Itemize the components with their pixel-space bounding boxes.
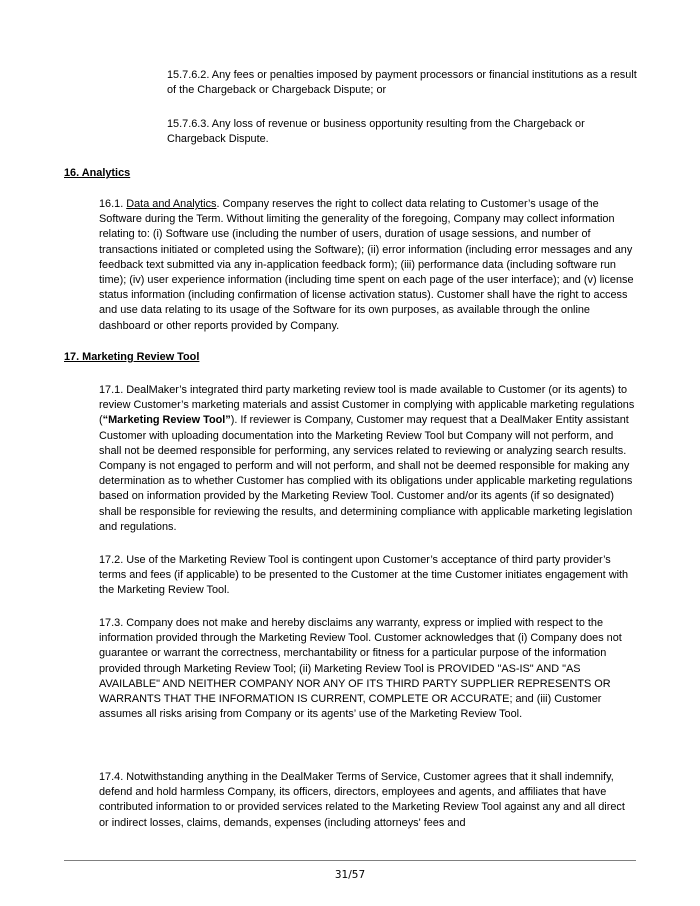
- paragraph-17-1-pre: 17.1. DealMaker’s integrated third party marketing review tool is made available to Customer (or its agents) to review Customer’s marketing materials and assist Customer in complying with applicable marketing regulations (: [99, 384, 635, 427]
- paragraph-16-1-number: 16.1.: [99, 198, 127, 210]
- footer-divider: [64, 860, 636, 861]
- heading-17-marketing-review-tool: 17. Marketing Review Tool: [64, 351, 200, 363]
- paragraph-16-1-text: . Company reserves the right to collect data relating to Customer’s usage of the Software during the Term. Without limiting the generality of the foregoing, Company may collect information relating to: (i) Software use (including the number of users, duration of usage sessions, and number of transactions initiated or completed using the Software); (ii) error information (including error messages and any feedback text submitted via any in-application feedback form); (iii) performance data (including software run time); (iv) user experience information (including time spent on each page of the user interface); and (v) license status information (including confirmation of license activation status). Customer shall have the right to access and use data relating to its usage of the Software for its own purposes, as available through the online dashboard or other reports provided by Company.: [99, 198, 634, 332]
- page-number: 31/57: [334, 869, 366, 881]
- paragraph-16-1-title: Data and Analytics: [126, 198, 217, 210]
- paragraph-17-1-defined-term: “Marketing Review Tool”: [102, 414, 231, 427]
- heading-16-analytics: 16. Analytics: [64, 167, 131, 179]
- paragraph-17-1-post: ). If reviewer is Company, Customer may request that a DealMaker Entity assistant Customer with uploading documentation into the Marketing Review Tool but Company will not perform, and shall not be deemed responsible for performing, any services related to reviewing or analyzing search results. Company is not engaged to perform and will not perform, and shall not be deemed responsible for making any determination as to whether Customer has complied with its obligations under applicable marketing regulations based on information provided by the Marketing Review Tool. Customer and/or its agents (if so designated) shall be responsible for reviewing the results, and determining compliance with applicable marketing legislation and regulations.: [99, 414, 633, 533]
- paragraph-17-1: [99, 383, 636, 535]
- paragraph-16-1: [99, 197, 636, 334]
- paragraph-17-3: 17.3. Company does not make and hereby disclaims any warranty, express or implied with respect to the information provided through the Marketing Review Tool. Customer acknowledges that (i) Company does not guarantee or warrant the correctness, merchantability or fitness for a particular purpose of the information provided through Marketing Review Tool; (ii) Marketing Review Tool is PROVIDED "AS-IS" AND "AS AVAILABLE" AND NEITHER COMPANY NOR ANY OF ITS THIRD PARTY SUPPLIER REPRESENTS OR WARRANTS THAT THE INFORMATION IS CURRENT, COMPLETE OR ACCURATE; and (iii) Customer assumes all risks arising from Company or its agents’ use of the Marketing Review Tool.: [99, 617, 622, 721]
- paragraph-17-2: 17.2. Use of the Marketing Review Tool is contingent upon Customer’s acceptance of third party provider’s terms and fees (if applicable) to be presented to the Customer at the time Customer initiates engagement with the Marketing Review Tool.: [99, 554, 629, 597]
- paragraph-17-4: 17.4. Notwithstanding anything in the DealMaker Terms of Service, Customer agrees that it shall indemnify, defend and hold harmless Company, its officers, directors, employees and agents, and affiliates that have contributed information to or provided services related to the Marketing Review Tool against any and all direct or indirect losses, claims, demands, expenses (including attorneys' fees and: [99, 771, 625, 829]
- paragraph-15-7-6-2: 15.7.6.2. Any fees or penalties imposed by payment processors or financial institutions as a result of the Chargeback or Chargeback Dispute; or: [167, 69, 637, 97]
- paragraph-15-7-6-3: 15.7.6.3. Any loss of revenue or business opportunity resulting from the Chargeback or Chargeback Dispute.: [167, 118, 585, 146]
